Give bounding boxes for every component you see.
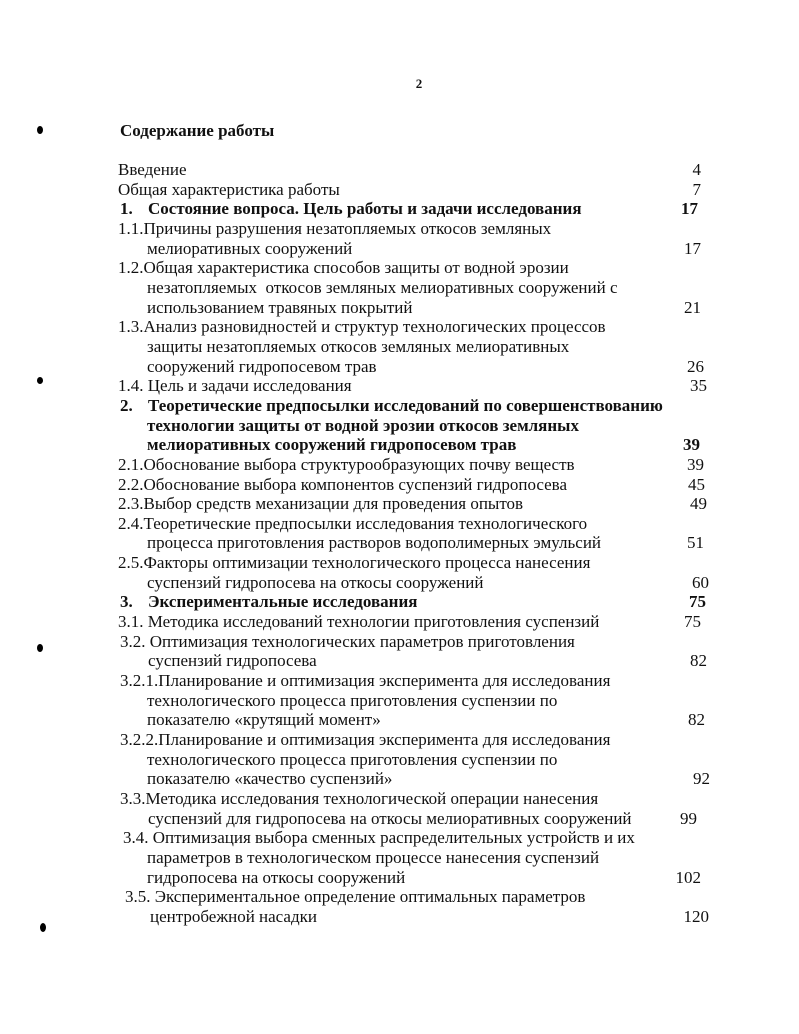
toc-line: 3.5. Экспериментальное определение оптимальных параметров [125, 887, 586, 907]
toc-page-number: 17 [684, 238, 701, 258]
toc-line: 1.4. Цель и задачи исследования [118, 376, 352, 396]
toc-page-number: 4 [692, 160, 701, 179]
toc-section-entry [118, 592, 704, 612]
toc-line: Общая характеристика работы [118, 179, 340, 199]
toc-line: 1.2.Общая характеристика способов защиты от водной эрозии [118, 258, 569, 278]
toc-section-title: Теоретические предпосылки исследований по совершенствованию [148, 395, 663, 415]
toc-page-number: 102 [675, 867, 701, 887]
toc-entry [118, 828, 704, 887]
toc-entry [118, 671, 704, 730]
toc-entry [118, 455, 704, 475]
toc-line: 3.3.Методика исследования технологической операции нанесения [120, 789, 599, 808]
toc-section-title: Состояние вопроса. Цель работы и задачи исследования [148, 199, 582, 219]
toc-page-number: 75 [684, 612, 701, 632]
toc-line: защиты незатопляемых откосов земляных мелиоративных [147, 336, 570, 356]
toc-line: технологии защиты от водной эрозии откосов земляных [147, 415, 579, 435]
toc-line: 1.3.Анализ разновидностей и структур технологических процессов [118, 317, 606, 337]
toc-line: мелиоративных сооружений гидропосевом трав [147, 435, 517, 455]
toc-line: 2.3.Выбор средств механизации для проведения опытов [118, 494, 524, 514]
toc-line: показателю «качество суспензий» [147, 769, 393, 789]
toc-entry [118, 494, 707, 514]
toc-entry [118, 219, 704, 258]
toc-line: показателю «крутящий момент» [147, 710, 381, 730]
toc-entry [118, 612, 704, 632]
toc-entry [118, 475, 704, 495]
toc-page-number: 49 [690, 494, 707, 514]
toc-page-number: 51 [687, 533, 704, 553]
toc-page-number: 21 [684, 297, 701, 317]
toc-entry [118, 553, 709, 592]
margin-mark [37, 377, 43, 384]
toc-line: 2.4.Теоретические предпосылки исследования технологического [118, 513, 588, 533]
toc-entry [118, 376, 707, 396]
toc-line: суспензий гидропосева на откосы сооружений [147, 572, 484, 592]
toc-entry [118, 730, 710, 789]
toc-page-number: 26 [687, 356, 704, 376]
toc-section-number: 3. [120, 592, 133, 612]
toc-entry [118, 258, 704, 317]
toc-line [118, 592, 704, 612]
toc-page-number: 82 [690, 651, 707, 671]
toc-line [118, 396, 704, 416]
toc-entry [118, 887, 709, 926]
toc-line: 2.5.Факторы оптимизации технологического процесса нанесения [118, 553, 591, 573]
toc-page-number: 39 [687, 454, 704, 474]
toc-page-number: 39 [683, 435, 700, 455]
toc-line: использованием травяных покрытий [147, 297, 413, 317]
page-title: Содержание работы [120, 121, 275, 140]
toc-section-number: 1. [120, 199, 133, 219]
toc-line: 3.1. Методика исследований технологии приготовления суспензий [118, 612, 600, 632]
toc-line: 3.2.2.Планирование и оптимизация эксперимента для исследования [120, 730, 611, 750]
toc-line: 2.1.Обоснование выбора структурообразующих почву веществ [118, 454, 575, 474]
toc-section-entry [118, 199, 704, 219]
toc-line: гидропосева на откосы сооружений [147, 867, 406, 887]
toc-page-number: 82 [688, 710, 705, 730]
toc-line: 2.2.Обоснование выбора компонентов суспензий гидропосева [118, 474, 568, 494]
toc-entry [118, 631, 707, 671]
toc-section-entry [118, 396, 704, 455]
toc-line: технологического процесса приготовления суспензии по [147, 749, 558, 769]
toc-page-number: 120 [683, 906, 709, 926]
toc-line: параметров в технологическом процессе нанесения суспензий [147, 847, 600, 867]
toc-line: незатопляемых откосов земляных мелиоративных сооружений с [147, 277, 618, 297]
toc-line: 3.4. Оптимизация выбора сменных распределительных устройств и их [123, 828, 635, 848]
toc-entry [118, 514, 704, 553]
toc-page-number: 60 [692, 572, 709, 592]
toc-line: технологического процесса приготовления суспензии по [147, 690, 558, 710]
toc-section-number: 2. [120, 395, 133, 415]
toc-page-number: 99 [680, 808, 697, 828]
margin-mark [40, 923, 46, 932]
toc-line [118, 199, 704, 219]
toc-entry [118, 180, 704, 200]
toc-entry [118, 160, 704, 180]
toc-line: процесса приготовления растворов водополимерных эмульсий [147, 533, 602, 553]
toc-page-number: 92 [693, 769, 710, 789]
toc-line: центробежной насадки [150, 906, 317, 926]
toc-page-number: 35 [690, 376, 707, 396]
toc-page-number: 45 [688, 474, 705, 494]
toc-section-title: Экспериментальные исследования [148, 592, 418, 612]
toc-line: 3.2. Оптимизация технологических параметров приготовления [120, 631, 575, 651]
table-of-contents [118, 160, 710, 927]
margin-mark [37, 126, 43, 134]
toc-page-number: 17 [681, 199, 698, 219]
toc-line: сооружений гидропосевом трав [147, 356, 377, 376]
toc-line: суспензий для гидропосева на откосы мелиоративных сооружений [148, 808, 632, 828]
toc-entry [118, 317, 704, 376]
toc-line: мелиоративных сооружений [147, 238, 353, 258]
toc-line: Введение [118, 160, 187, 179]
margin-mark [37, 644, 43, 652]
toc-page-number: 7 [692, 179, 701, 199]
toc-entry [118, 789, 704, 828]
page-number: 2 [415, 76, 423, 91]
toc-page-number: 75 [689, 592, 706, 612]
toc-line: 3.2.1.Планирование и оптимизация эксперимента для исследования [120, 671, 611, 691]
toc-line: суспензий гидропосева [148, 651, 317, 671]
toc-line: 1.1.Причины разрушения незатопляемых откосов земляных [118, 218, 552, 238]
